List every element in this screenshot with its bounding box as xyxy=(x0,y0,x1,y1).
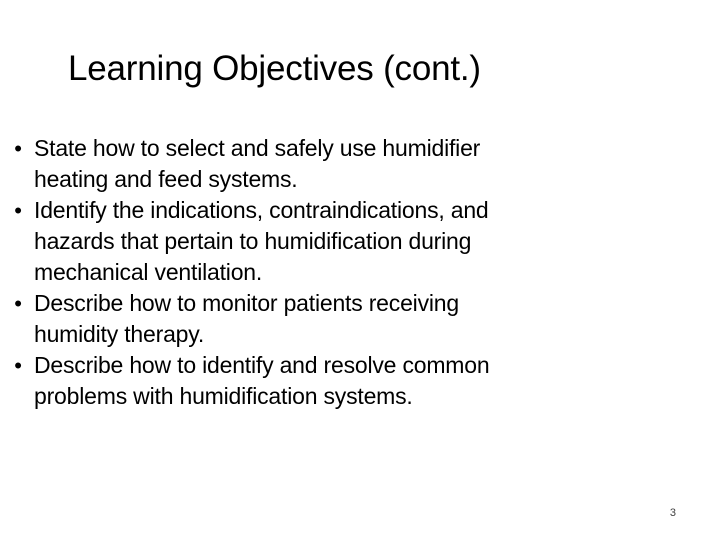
page-number: 3 xyxy=(669,507,676,519)
bullet-text-line: problems with humidification systems. xyxy=(34,383,413,409)
bullet-list xyxy=(8,133,648,412)
bullet-item xyxy=(8,195,648,288)
bullet-text-line: Describe how to identify and resolve common xyxy=(34,352,490,378)
slide-title: Learning Objectives (cont.) xyxy=(68,49,481,88)
bullet-icon: • xyxy=(14,136,22,161)
bullet-item xyxy=(8,288,648,350)
bullet-text-line: Describe how to monitor patients receiving xyxy=(34,290,459,316)
bullet-text-line: mechanical ventilation. xyxy=(34,259,263,285)
bullet-item xyxy=(8,133,648,195)
bullet-text-line: hazards that pertain to humidification during xyxy=(34,228,472,254)
bullet-text-line: heating and feed systems. xyxy=(34,166,298,192)
bullet-text-line: humidity therapy. xyxy=(34,321,205,347)
bullet-icon: • xyxy=(14,353,22,378)
bullet-text-line: State how to select and safely use humidifier xyxy=(34,135,481,161)
bullet-item xyxy=(8,350,648,412)
bullet-icon: • xyxy=(14,198,22,223)
bullet-icon: • xyxy=(14,291,22,316)
bullet-text-line: Identify the indications, contraindications, and xyxy=(34,197,489,223)
